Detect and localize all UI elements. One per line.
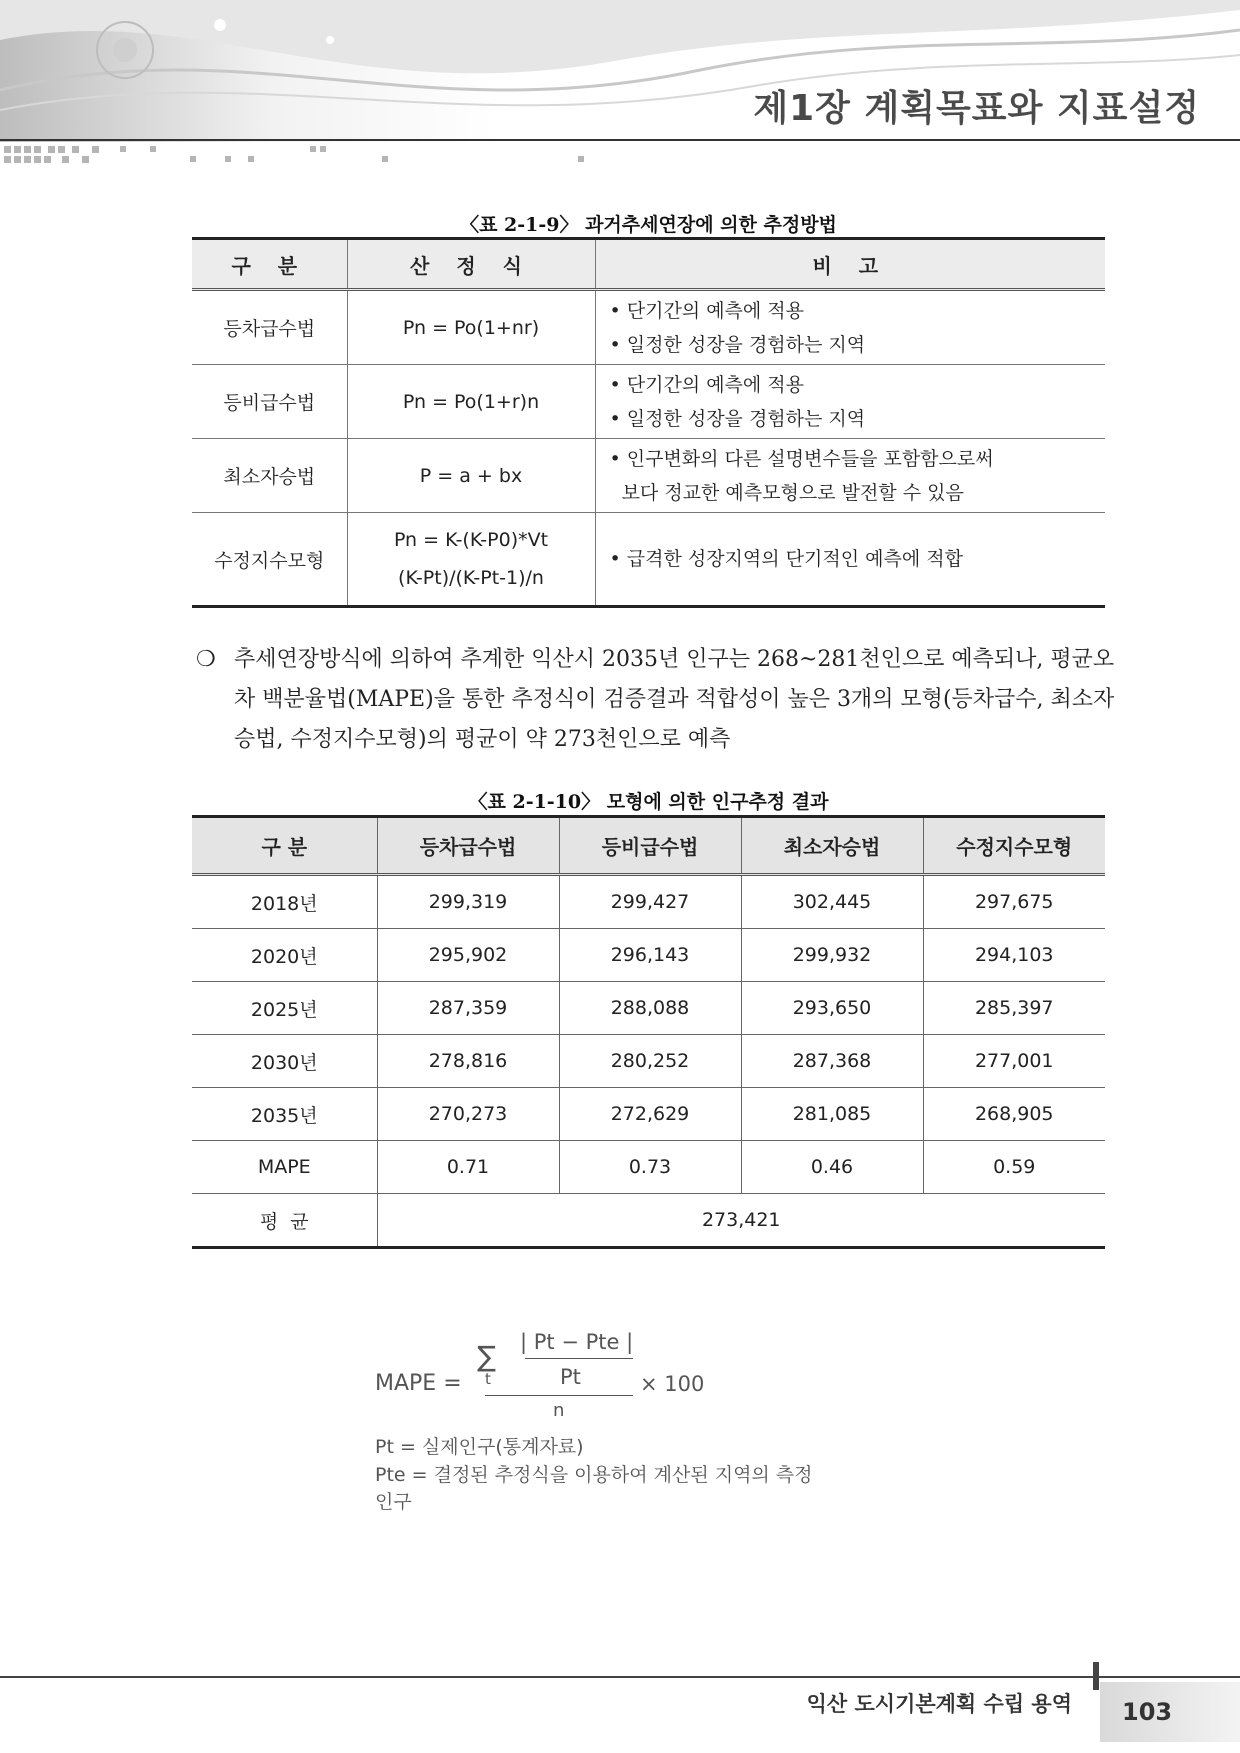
method-remark	[595, 439, 1105, 513]
table-cell: 299,427	[559, 875, 741, 929]
method-name: 등비급수법	[192, 365, 347, 439]
row-label: 2025년	[192, 982, 377, 1035]
table-row	[192, 1035, 1105, 1088]
header-least-squares: 최소자승법	[741, 817, 923, 875]
method-name: 등차급수법	[192, 290, 347, 365]
row-label: 평 균	[192, 1194, 377, 1248]
table-header-row	[192, 239, 1105, 290]
table-row	[192, 929, 1105, 982]
table-cell: 299,319	[377, 875, 559, 929]
table-row	[192, 513, 1105, 607]
header-rule	[0, 139, 1240, 141]
row-label: 2035년	[192, 1088, 377, 1141]
remark-line: 보다 정교한 예측모형으로 발전할 수 있음	[609, 481, 964, 504]
table-cell: 288,088	[559, 982, 741, 1035]
remark-line: • 일정한 성장을 경험하는 지역	[609, 407, 866, 430]
page-header	[0, 0, 1240, 142]
population-estimate-table	[192, 815, 1105, 1249]
header-category: 구 분	[192, 817, 377, 875]
remark-line: • 급격한 성장지역의 단기적인 예측에 적합	[609, 548, 963, 570]
table-row	[192, 290, 1105, 365]
method-formula: P = a + bx	[347, 439, 595, 513]
method-remark	[595, 513, 1105, 607]
table-cell: 294,103	[923, 929, 1105, 982]
table-cell: 277,001	[923, 1035, 1105, 1088]
table-cell: 278,816	[377, 1035, 559, 1088]
header-remark: 비 고	[595, 239, 1105, 290]
summary-paragraph	[196, 640, 1116, 760]
method-remark	[595, 365, 1105, 439]
header-modified-exponential: 수정지수모형	[923, 817, 1105, 875]
table-cell: 285,397	[923, 982, 1105, 1035]
formula-multiplier: × 100	[640, 1372, 705, 1396]
footer-title: 익산 도시기본계획 수립 용역	[806, 1692, 1072, 1716]
formula-line: (K-Pt)/(K-Pt-1)/n	[398, 567, 544, 589]
summary-text: 추세연장방식에 의하여 추계한 익산시 2035년 인구는 268~281천인으로 예측되나, 평균오차 백분율법(MAPE)을 통한 추정식이 검증결과 적합성이 높은 3개의 모형(등차급수, 최소자승법, 수정지수모형)의 평균이 약 273천인으로 예측	[234, 647, 1115, 752]
mape-formula	[375, 1310, 815, 1513]
table-cell: 0.73	[559, 1141, 741, 1194]
method-name: 수정지수모형	[192, 513, 347, 607]
method-name: 최소자승법	[192, 439, 347, 513]
header-category: 구 분	[192, 239, 347, 290]
table-cell: 272,629	[559, 1088, 741, 1141]
table-cell: 287,368	[741, 1035, 923, 1088]
table-header-row	[192, 817, 1105, 875]
table-cell: 280,252	[559, 1035, 741, 1088]
formula-denominator: n	[553, 1400, 565, 1421]
table-cell: 299,932	[741, 929, 923, 982]
definition-line: Pte = 결정된 추정식을 이용하여 계산된 지역의 측정인구	[375, 1464, 813, 1513]
header-geometric: 등비급수법	[559, 817, 741, 875]
table2-caption: 〈표 2-1-10〉 모형에 의한 인구추정 결과	[468, 791, 829, 813]
formula-line: Pn = K-(K-P0)*Vt	[393, 529, 549, 551]
table-row	[192, 1088, 1105, 1141]
table-cell: 295,902	[377, 929, 559, 982]
table-row	[192, 365, 1105, 439]
method-formula	[347, 513, 595, 607]
page-number: 103	[1100, 1682, 1240, 1742]
definition-line: Pt = 실제인구(통계자료)	[375, 1436, 584, 1458]
remark-line: • 일정한 성장을 경험하는 지역	[609, 333, 866, 356]
estimation-method-table	[192, 237, 1105, 608]
table-cell: 293,650	[741, 982, 923, 1035]
fraction-bar	[525, 1358, 633, 1359]
header-pixel-strip	[0, 144, 600, 168]
table-row	[192, 982, 1105, 1035]
table-cell: 0.71	[377, 1141, 559, 1194]
method-remark	[595, 290, 1105, 365]
formula-numerator: | Pt − Pte |	[520, 1330, 634, 1354]
table-cell: 297,675	[923, 875, 1105, 929]
bullet-mark: ❍	[196, 647, 216, 672]
remark-line: • 단기간의 예측에 적용	[609, 299, 805, 322]
table-cell: 0.46	[741, 1141, 923, 1194]
chapter-title: 제1장 계획목표와 지표설정	[753, 88, 1200, 129]
table1-caption: 〈표 2-1-9〉 과거추세연장에 의한 추정방법	[460, 214, 837, 236]
sigma-subscript: t	[485, 1370, 491, 1388]
table-row	[192, 875, 1105, 929]
formula-label: MAPE =	[375, 1371, 462, 1396]
table-cell: 302,445	[741, 875, 923, 929]
header-formula: 산 정 식	[347, 239, 595, 290]
table-cell: 0.59	[923, 1141, 1105, 1194]
footer-rule	[0, 1676, 1240, 1678]
table-cell: 281,085	[741, 1088, 923, 1141]
row-label: MAPE	[192, 1141, 377, 1194]
table-cell: 287,359	[377, 982, 559, 1035]
fraction-bar	[485, 1395, 633, 1396]
row-label: 2030년	[192, 1035, 377, 1088]
row-label: 2020년	[192, 929, 377, 982]
table-cell: 268,905	[923, 1088, 1105, 1141]
footer-divider	[1093, 1662, 1099, 1690]
row-label: 2018년	[192, 875, 377, 929]
formula-inner-denominator: Pt	[560, 1365, 581, 1389]
method-formula: Pn = Po(1+nr)	[347, 290, 595, 365]
table-cell: 296,143	[559, 929, 741, 982]
sigma-symbol: ∑	[477, 1340, 496, 1373]
remark-line: • 단기간의 예측에 적용	[609, 373, 805, 396]
remark-line: • 인구변화의 다른 설명변수들을 포함함으로써	[609, 447, 994, 470]
table-cell: 270,273	[377, 1088, 559, 1141]
table-row	[192, 1141, 1105, 1194]
header-arithmetic: 등차급수법	[377, 817, 559, 875]
table-row	[192, 1194, 1105, 1248]
average-value: 273,421	[377, 1194, 1105, 1248]
method-formula: Pn = Po(1+r)n	[347, 365, 595, 439]
table-row	[192, 439, 1105, 513]
